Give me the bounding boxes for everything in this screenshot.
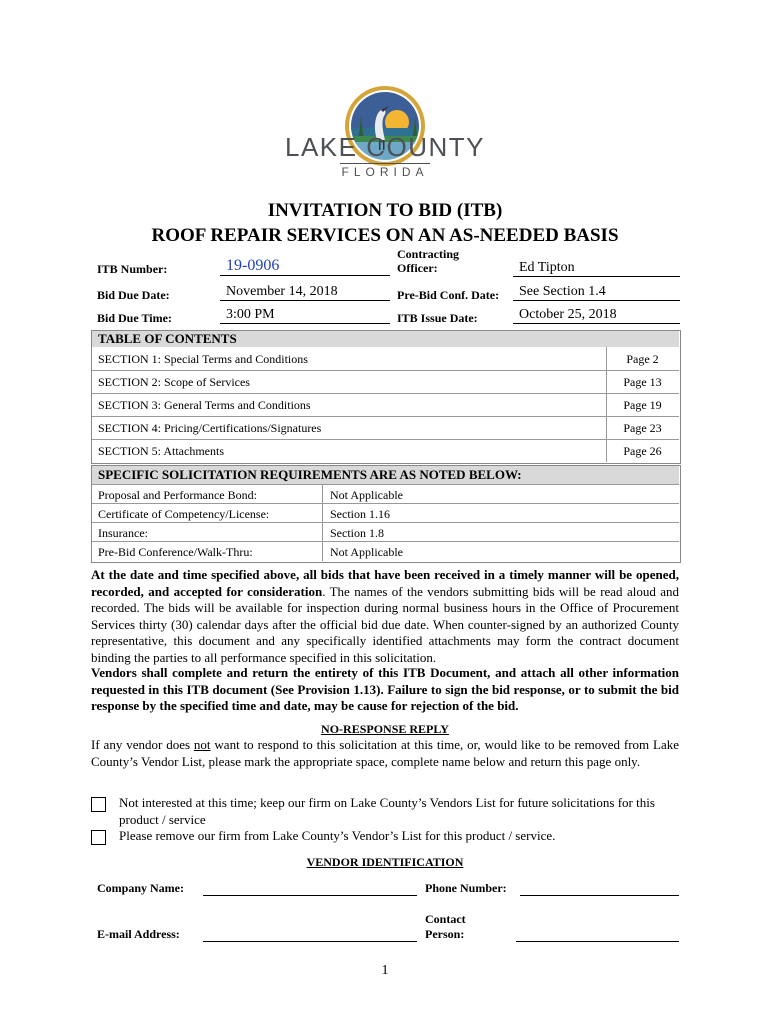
itb-issue-date-value[interactable]: October 25, 2018 xyxy=(513,307,680,324)
contact-person-field[interactable] xyxy=(516,941,679,942)
toc-page-2: Page 13 xyxy=(623,375,662,389)
phone-number-field[interactable] xyxy=(520,895,679,896)
county-name-divider xyxy=(340,163,430,164)
not-interested-checkbox[interactable] xyxy=(91,797,106,812)
requirement-item: Pre-Bid Conference/Walk-Thru: xyxy=(98,545,253,559)
county-state: FLORIDA xyxy=(341,165,429,179)
itb-issue-date-label: ITB Issue Date: xyxy=(397,311,478,325)
contracting-officer-value[interactable]: Ed Tipton xyxy=(513,260,680,277)
toc-row-divider xyxy=(92,416,679,417)
county-name: LAKE COUNTY xyxy=(285,132,485,162)
contracting-label-line2: Officer: xyxy=(397,261,438,275)
requirements-heading-divider xyxy=(92,484,679,485)
document-title: INVITATION TO BID (ITB) xyxy=(267,200,503,221)
toc-row-divider xyxy=(92,439,679,440)
requirement-item: Proposal and Performance Bond: xyxy=(98,488,257,502)
requirement-value: Not Applicable xyxy=(330,545,403,559)
bid-due-time-label: Bid Due Time: xyxy=(97,311,172,325)
bid-opening-bold-text: At the date and time specified above, all bids that have been received in a timely manner will be opened, recorded, and accepted for consideration xyxy=(91,567,679,599)
no-response-text-before: If any vendor does xyxy=(91,737,194,752)
company-name-field[interactable] xyxy=(203,895,417,896)
toc-page-5: Page 26 xyxy=(623,444,662,458)
remove-firm-option-label: Please remove our firm from Lake County’s Vendor’s List for this product / service. xyxy=(119,828,556,843)
itb-number-value[interactable]: 19-0906 xyxy=(220,257,390,276)
requirement-value: Section 1.16 xyxy=(330,507,390,521)
bid-due-time-value[interactable]: 3:00 PM xyxy=(220,307,390,324)
toc-row-divider xyxy=(92,393,679,394)
requirements-row-divider xyxy=(92,541,679,542)
vendor-instructions-paragraph: Vendors shall complete and return the entirety of this ITB Document, and attach all other information requested in this ITB document (See Provision 1.13). Failure to sign the bid response, or to submit the bid response by the specified time and date, may be cause for rejection of the bid. xyxy=(91,665,679,713)
toc-heading: TABLE OF CONTENTS xyxy=(92,331,679,347)
page-number: 1 xyxy=(381,963,389,978)
itb-number-label: ITB Number: xyxy=(97,262,168,276)
no-response-heading: NO-RESPONSE REPLY xyxy=(321,722,449,736)
toc-page-3: Page 19 xyxy=(623,398,662,412)
toc-page-4: Page 23 xyxy=(623,421,662,435)
prebid-conf-date-label: Pre-Bid Conf. Date: xyxy=(397,288,500,302)
toc-section-2[interactable]: SECTION 2: Scope of Services xyxy=(98,375,250,389)
contact-person-label xyxy=(425,912,466,942)
requirement-item: Certificate of Competency/License: xyxy=(98,507,270,521)
email-address-label: E-mail Address: xyxy=(97,927,180,941)
requirements-column-divider xyxy=(322,485,323,561)
requirements-row-divider xyxy=(92,522,679,523)
requirement-value: Section 1.8 xyxy=(330,526,384,540)
vendor-identification-heading: VENDOR IDENTIFICATION xyxy=(306,855,464,869)
requirements-row-divider xyxy=(92,503,679,504)
not-interested-option-label: Not interested at this time; keep our firm on Lake County’s Vendors List for future solicitations for this product / service xyxy=(119,795,655,827)
toc-section-3[interactable]: SECTION 3: General Terms and Conditions xyxy=(98,398,311,412)
prebid-conf-date-value[interactable]: See Section 1.4 xyxy=(513,284,680,301)
contact-label-line2: Person: xyxy=(425,927,465,941)
bid-opening-text: . The names of the vendors submitting bids will be read aloud and recorded. The bids will be available for inspection during normal business hours in the Office of Procurement Services thirty (30) calendar days after the official bid due date. When counter-signed by an authorized County representative, this document and any specifically identified attachments may form the contract document binding the parties to all performance specified in this solicitation. xyxy=(91,583,679,665)
no-response-text-after: want to respond to this solicitation at this time, or, would like to be removed from Lake County’s Vendor List, please mark the appropriate space, complete name below and return this page only. xyxy=(91,737,679,769)
email-address-field[interactable] xyxy=(203,941,417,942)
contracting-officer-label xyxy=(397,247,459,275)
phone-number-label: Phone Number: xyxy=(425,881,507,895)
bid-due-date-value[interactable]: November 14, 2018 xyxy=(220,284,390,301)
requirement-value: Not Applicable xyxy=(330,488,403,502)
bid-opening-paragraph xyxy=(91,567,679,666)
contracting-label-line1: Contracting xyxy=(397,247,459,261)
document-subtitle: ROOF REPAIR SERVICES ON AN AS-NEEDED BASIS xyxy=(151,225,619,246)
company-name-label: Company Name: xyxy=(97,881,184,895)
remove-firm-checkbox[interactable] xyxy=(91,830,106,845)
requirement-item: Insurance: xyxy=(98,526,148,540)
toc-section-4[interactable]: SECTION 4: Pricing/Certifications/Signatures xyxy=(98,421,322,435)
toc-section-1[interactable]: SECTION 1: Special Terms and Conditions xyxy=(98,352,308,366)
contact-label-line1: Contact xyxy=(425,912,466,926)
toc-row-divider xyxy=(92,370,679,371)
toc-section-5[interactable]: SECTION 5: Attachments xyxy=(98,444,224,458)
requirements-heading: SPECIFIC SOLICITATION REQUIREMENTS ARE AS NOTED BELOW: xyxy=(92,466,679,484)
toc-page-1: Page 2 xyxy=(626,352,659,366)
no-response-paragraph xyxy=(91,737,679,770)
no-response-not-emphasis: not xyxy=(193,737,211,752)
bid-due-date-label: Bid Due Date: xyxy=(97,288,170,302)
